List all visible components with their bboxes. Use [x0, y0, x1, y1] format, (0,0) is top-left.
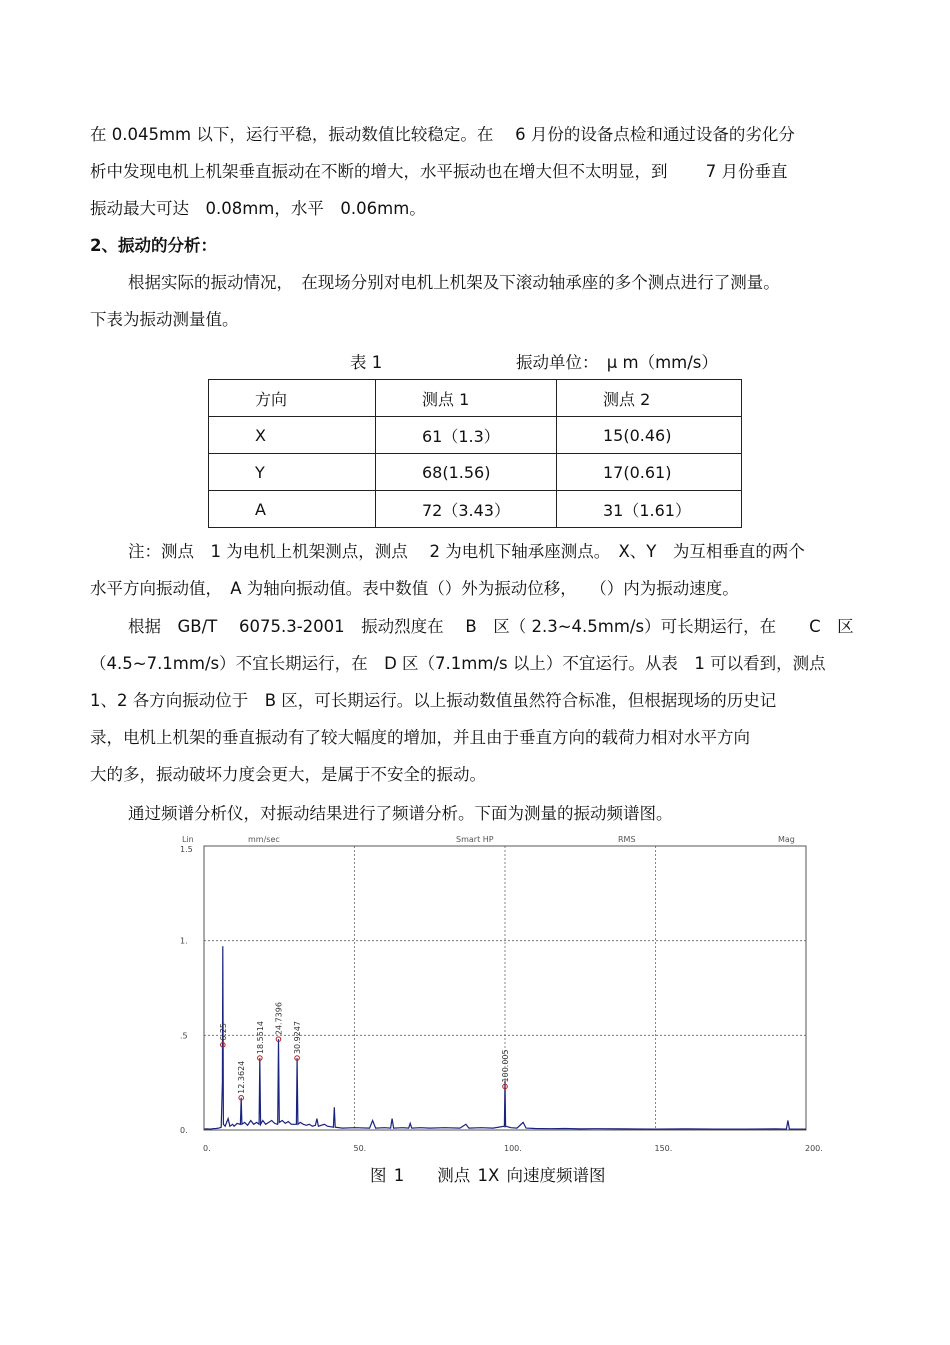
table-cell: 17(0.61)	[557, 454, 742, 491]
section-heading	[90, 227, 860, 264]
table-header-cell: 测点 1	[376, 380, 557, 417]
text-line: 析中发现电机上机架垂直振动在不断的增大，水平振动也在增大但不太明显，到 7 月份垂直	[90, 162, 788, 181]
spectrum-chart	[178, 832, 823, 1158]
table-caption-label: 表 1	[350, 353, 383, 372]
text-line: （4.5~7.1mm/s）不宜长期运行，在 D 区（7.1mm/s 以上）不宜运行。从表 1 可以看到，测点	[90, 654, 826, 673]
peak-label: 24.7396	[274, 1002, 284, 1036]
table-header-row	[209, 380, 742, 417]
figure-caption: 图 1 测点 1X 向速度频谱图	[370, 1166, 606, 1185]
paragraph-note	[90, 533, 860, 607]
text-line: 1、2 各方向振动位于 B 区，可长期运行。以上振动数值虽然符合标准，但根据现场的历史记	[90, 691, 777, 710]
text-line: 录，电机上机架的垂直振动有了较大幅度的增加，并且由于垂直方向的载荷力相对水平方向	[90, 728, 750, 747]
peak-label: 100.005	[501, 1049, 511, 1083]
x-tick-label: 50.	[353, 1144, 367, 1153]
y-tick-label: 0.	[180, 1126, 188, 1135]
text-line: 通过频谱分析仪，对振动结果进行了频谱分析。下面为测量的振动频谱图。	[128, 804, 673, 823]
text-line: 根据 GB/T 6075.3-2001 振动烈度在 B 区（ 2.3~4.5mm/s）可长期运行，在 C 区	[128, 617, 854, 636]
text-line: 根据实际的振动情况， 在现场分别对电机上机架及下滚动轴承座的多个测点进行了测量。	[128, 273, 780, 292]
table-cell: 61（1.3）	[376, 417, 557, 454]
table-cell: 15(0.46)	[557, 417, 742, 454]
table-cell: 31（1.61）	[557, 491, 742, 528]
x-tick-label: 200.	[805, 1144, 823, 1153]
table-cell: 68(1.56)	[376, 454, 557, 491]
table-cell: Y	[209, 454, 376, 491]
table-row	[209, 454, 742, 491]
peak-label: 30.9247	[293, 1020, 303, 1055]
y-tick-label: 1.5	[180, 845, 193, 854]
table-row	[209, 491, 742, 528]
peak-label: 18.5514	[255, 1020, 265, 1055]
chart-header-label: RMS	[618, 835, 636, 844]
y-tick-label: .5	[180, 1031, 188, 1041]
paragraph-measurement	[90, 264, 860, 338]
table-cell: 72（3.43）	[376, 491, 557, 528]
x-tick-label: 150.	[654, 1144, 673, 1153]
paragraph-standard	[90, 608, 860, 793]
text-line: 大的多，振动破坏力度会更大，是属于不安全的振动。	[90, 765, 486, 784]
table-header-cell: 测点 2	[557, 380, 742, 417]
y-tick-label: 1.	[180, 936, 188, 946]
table-header-cell: 方向	[209, 380, 376, 417]
text-line: 在 0.045mm 以下，运行平稳，振动数值比较稳定。在 6 月份的设备点检和通过设备的劣化分	[90, 125, 795, 144]
chart-header-label: Mag	[778, 835, 795, 844]
paragraph-spectrum-intro	[90, 795, 860, 832]
table-cell: X	[209, 417, 376, 454]
table-caption-unit: 振动单位： μ m（mm/s）	[516, 353, 718, 372]
table-cell: A	[209, 491, 376, 528]
peak-label: 6.25	[218, 1022, 228, 1041]
chart-header-label: Lin	[182, 835, 194, 844]
text-line: 水平方向振动值， A 为轴向振动值。表中数值（）外为振动位移， （）内为振动速度。	[90, 579, 739, 598]
text-line: 振动最大可达 0.08mm，水平 0.06mm。	[90, 199, 426, 218]
paragraph-intro	[90, 116, 860, 227]
x-tick-label: 100.	[504, 1144, 522, 1153]
section-heading-text: 2、振动的分析：	[90, 236, 217, 255]
peak-label: 12.3624	[237, 1060, 247, 1094]
table-row	[209, 417, 742, 454]
x-tick-label: 0.	[203, 1144, 211, 1153]
text-line: 注：测点 1 为电机上机架测点，测点 2 为电机下轴承座测点。 X、Y 为互相垂直的两个	[128, 542, 805, 561]
text-line: 下表为振动测量值。	[90, 310, 239, 329]
chart-header-label: Smart HP	[456, 835, 494, 844]
chart-header-label: mm/sec	[248, 835, 280, 844]
vibration-table	[208, 379, 742, 528]
